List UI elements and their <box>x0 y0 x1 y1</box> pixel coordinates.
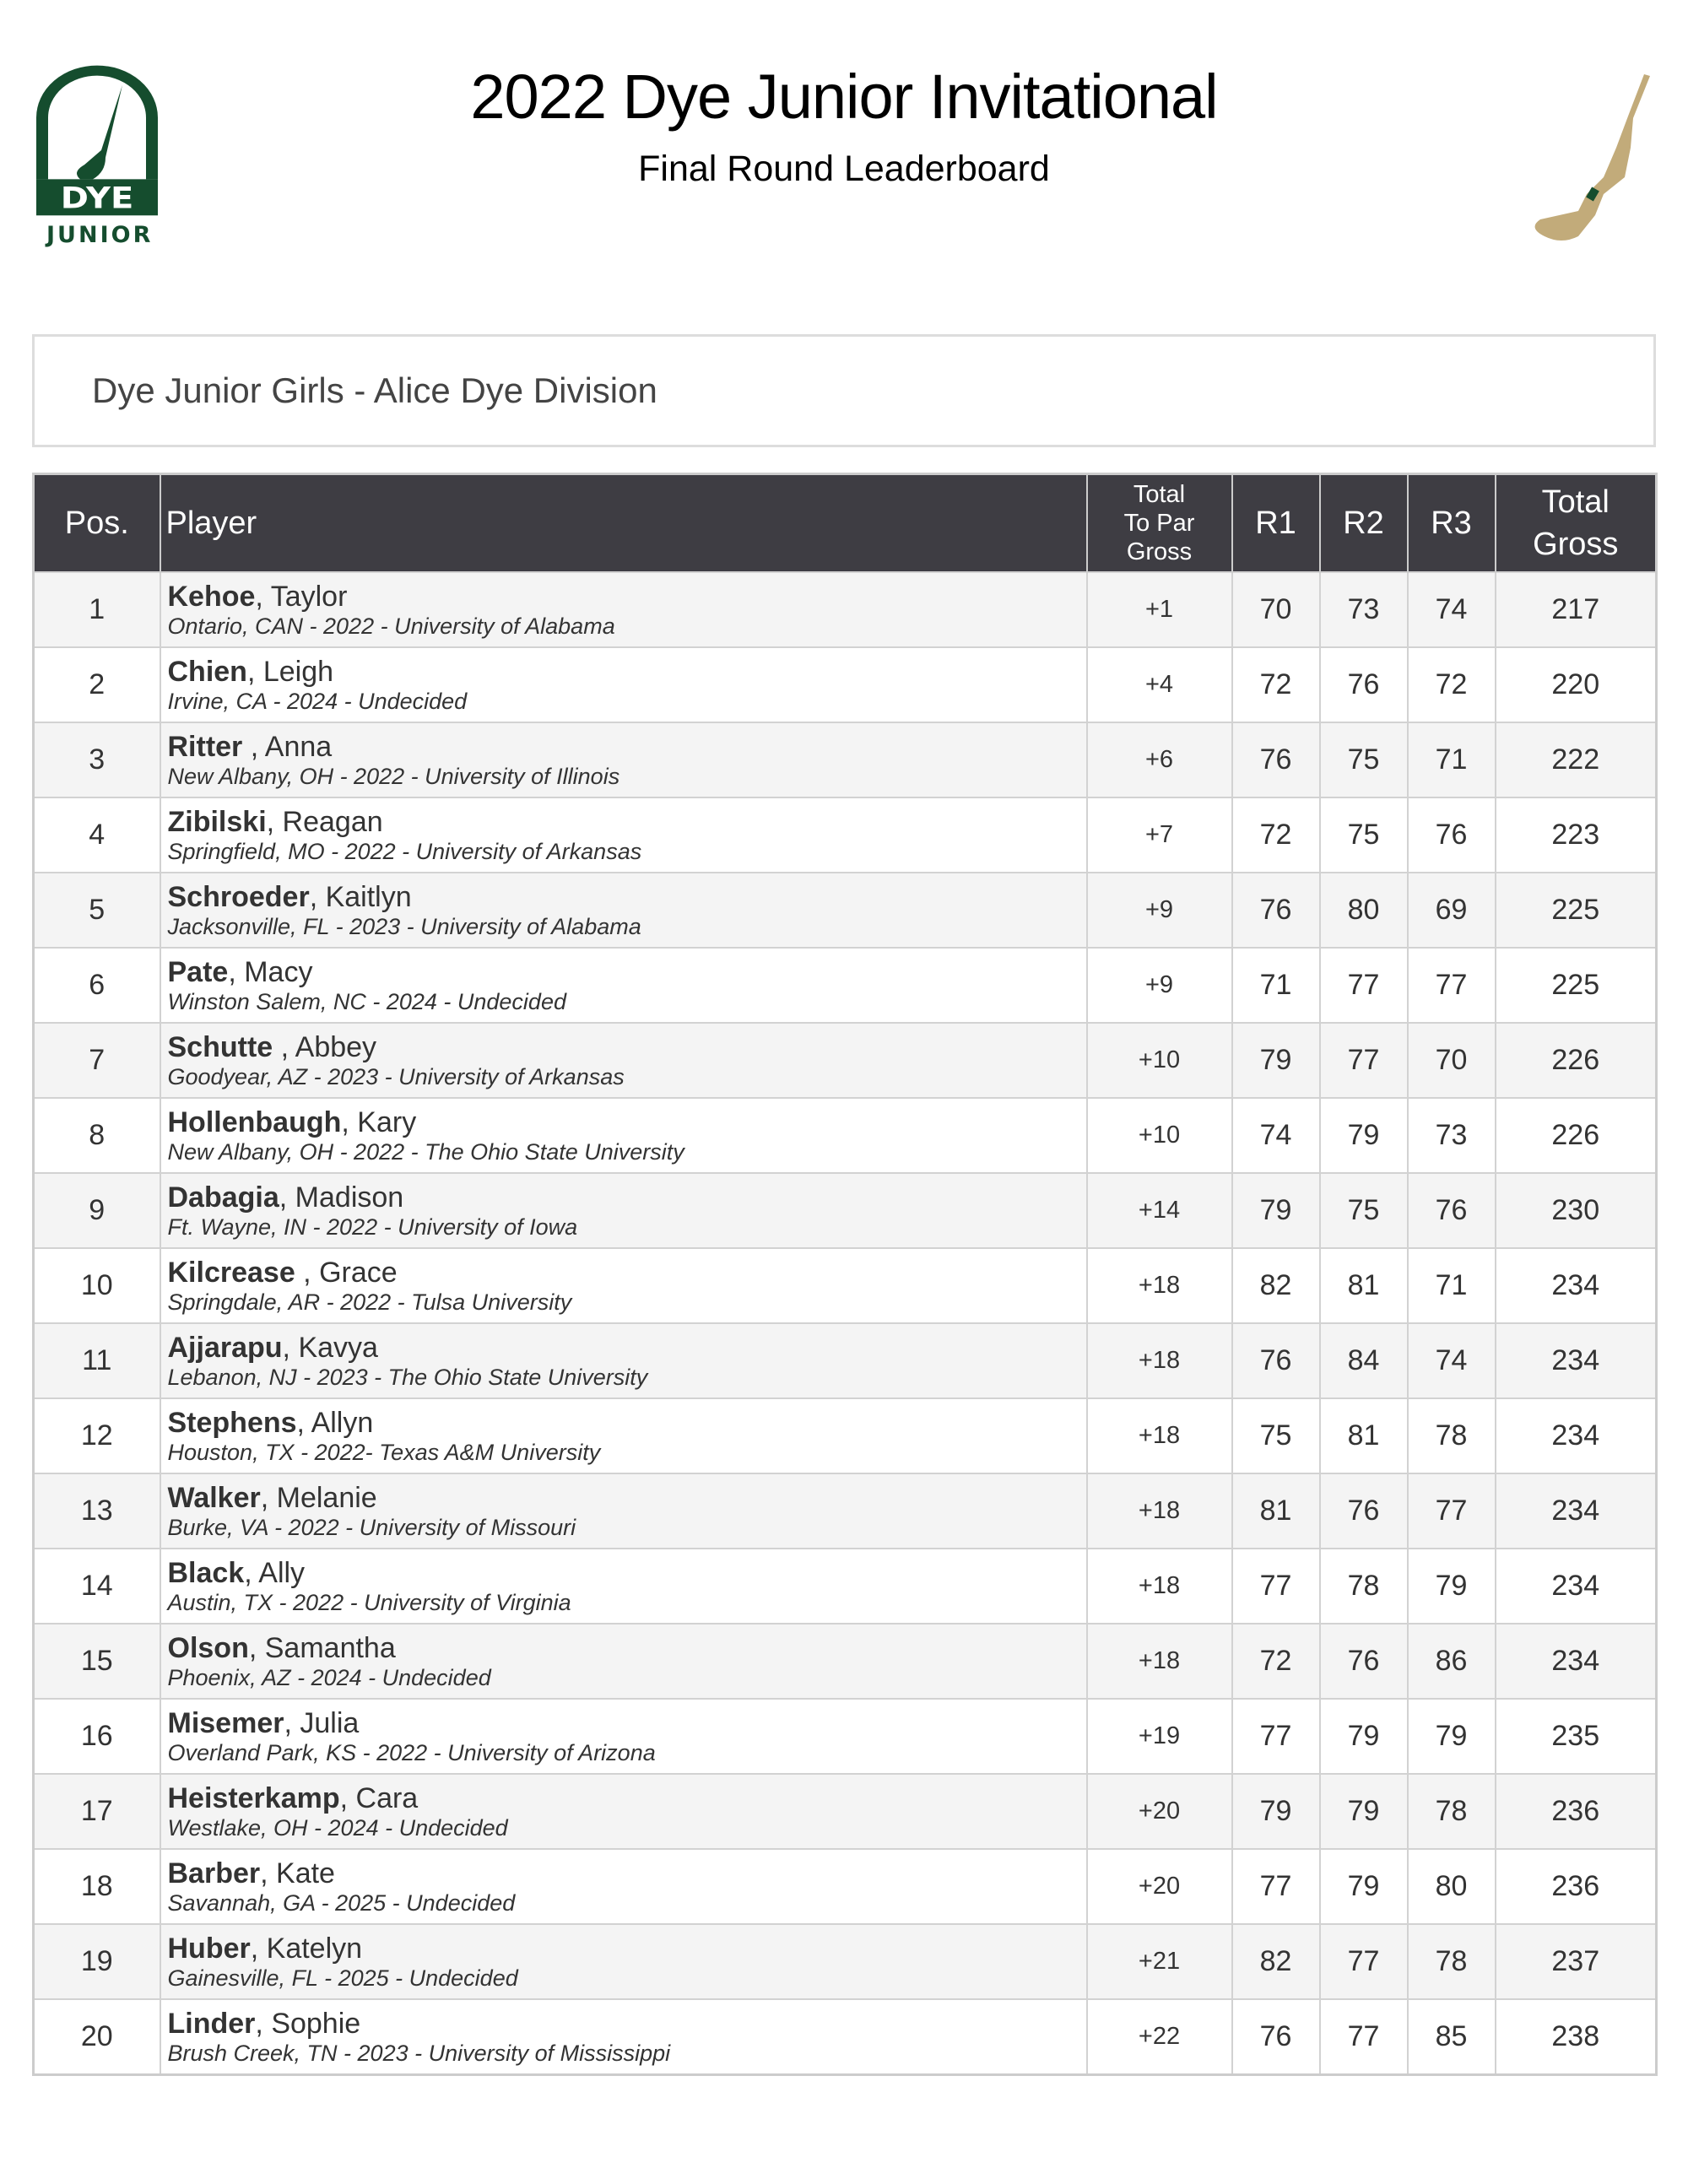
player-name: Zibilski, Reagan <box>167 805 383 838</box>
round-1-score: 77 <box>1232 1699 1320 1774</box>
player-cell <box>160 722 1087 797</box>
round-1-score: 72 <box>1232 797 1320 873</box>
total-gross: 230 <box>1496 1173 1657 1248</box>
player-info: Ft. Wayne, IN - 2022 - University of Iowa <box>167 1214 578 1240</box>
player-name: Walker, Melanie <box>167 1481 377 1514</box>
player-cell <box>160 1473 1087 1549</box>
table-row <box>34 647 1657 722</box>
round-2-score: 79 <box>1320 1699 1408 1774</box>
table-row <box>34 1173 1657 1248</box>
player-cell <box>160 1398 1087 1473</box>
total-gross: 237 <box>1496 1924 1657 1999</box>
round-3-score: 74 <box>1408 572 1496 647</box>
table-row <box>34 722 1657 797</box>
player-name: Black, Ally <box>167 1556 306 1589</box>
player-cell <box>160 1699 1087 1774</box>
round-2-score: 76 <box>1320 1473 1408 1549</box>
total-to-par: +18 <box>1087 1398 1232 1473</box>
round-1-score: 76 <box>1232 1323 1320 1398</box>
total-gross: 234 <box>1496 1549 1657 1624</box>
total-to-par: +19 <box>1087 1699 1232 1774</box>
round-1-score: 79 <box>1232 1774 1320 1849</box>
round-1-score: 72 <box>1232 647 1320 722</box>
total-to-par: +18 <box>1087 1248 1232 1323</box>
position: 11 <box>34 1323 160 1398</box>
round-2-score: 75 <box>1320 1173 1408 1248</box>
total-gross: 225 <box>1496 948 1657 1023</box>
table-row <box>34 1924 1657 1999</box>
table-row <box>34 1248 1657 1323</box>
round-1-score: 76 <box>1232 722 1320 797</box>
table-row <box>34 572 1657 647</box>
player-info: Brush Creek, TN - 2023 - University of Mississippi <box>167 2040 671 2066</box>
player-info: Phoenix, AZ - 2024 - Undecided <box>167 1664 491 1690</box>
round-3-score: 74 <box>1408 1323 1496 1398</box>
position: 1 <box>34 572 160 647</box>
total-gross: 226 <box>1496 1023 1657 1098</box>
round-3-score: 85 <box>1408 1999 1496 2075</box>
round-3-score: 77 <box>1408 1473 1496 1549</box>
player-name: Kilcrease , Grace <box>167 1256 398 1289</box>
round-1-score: 77 <box>1232 1549 1320 1624</box>
player-name: Stephens, Allyn <box>167 1406 374 1439</box>
total-gross: 217 <box>1496 572 1657 647</box>
position: 19 <box>34 1924 160 1999</box>
position: 14 <box>34 1549 160 1624</box>
table-row <box>34 873 1657 948</box>
round-2-score: 77 <box>1320 1924 1408 1999</box>
round-3-score: 86 <box>1408 1624 1496 1699</box>
position: 3 <box>34 722 160 797</box>
svg-text:DYE: DYE <box>60 181 134 215</box>
round-1-score: 77 <box>1232 1849 1320 1924</box>
col-pos: Pos. <box>34 474 160 573</box>
total-gross: 225 <box>1496 873 1657 948</box>
total-gross: 234 <box>1496 1323 1657 1398</box>
page-title: 2022 Dye Junior Invitational <box>470 62 1218 132</box>
round-2-score: 75 <box>1320 797 1408 873</box>
player-cell <box>160 797 1087 873</box>
round-3-score: 72 <box>1408 647 1496 722</box>
round-2-score: 73 <box>1320 572 1408 647</box>
player-info: Houston, TX - 2022- Texas A&M University <box>167 1439 601 1465</box>
position: 10 <box>34 1248 160 1323</box>
player-cell <box>160 1023 1087 1098</box>
col-total: Total Gross <box>1496 474 1657 573</box>
round-2-score: 77 <box>1320 1023 1408 1098</box>
round-3-score: 76 <box>1408 1173 1496 1248</box>
player-name: Schutte , Abbey <box>167 1030 377 1063</box>
page-subtitle: Final Round Leaderboard <box>638 149 1050 189</box>
round-1-score: 81 <box>1232 1473 1320 1549</box>
player-cell <box>160 647 1087 722</box>
col-r1: R1 <box>1232 474 1320 573</box>
table-row <box>34 1549 1657 1624</box>
player-info: Savannah, GA - 2025 - Undecided <box>167 1889 516 1916</box>
round-3-score: 78 <box>1408 1924 1496 1999</box>
player-cell <box>160 873 1087 948</box>
position: 4 <box>34 797 160 873</box>
total-to-par: +4 <box>1087 647 1232 722</box>
round-3-score: 78 <box>1408 1398 1496 1473</box>
position: 7 <box>34 1023 160 1098</box>
col-r2: R2 <box>1320 474 1408 573</box>
player-cell <box>160 1098 1087 1173</box>
player-info: New Albany, OH - 2022 - The Ohio State University <box>167 1138 684 1165</box>
total-to-par: +22 <box>1087 1999 1232 2075</box>
round-3-score: 77 <box>1408 948 1496 1023</box>
total-gross: 236 <box>1496 1849 1657 1924</box>
total-to-par: +21 <box>1087 1924 1232 1999</box>
player-name: Huber, Katelyn <box>167 1932 363 1965</box>
player-cell <box>160 1924 1087 1999</box>
player-name: Linder, Sophie <box>167 2007 361 2040</box>
total-gross: 223 <box>1496 797 1657 873</box>
player-cell <box>160 948 1087 1023</box>
player-cell <box>160 1849 1087 1924</box>
player-info: Burke, VA - 2022 - University of Missouri <box>167 1514 576 1540</box>
round-3-score: 71 <box>1408 1248 1496 1323</box>
player-info: Westlake, OH - 2024 - Undecided <box>167 1814 508 1841</box>
table-header <box>34 474 1657 573</box>
player-info: New Albany, OH - 2022 - University of Illinois <box>167 763 620 789</box>
round-2-score: 77 <box>1320 948 1408 1023</box>
position: 2 <box>34 647 160 722</box>
table-row <box>34 1774 1657 1849</box>
total-to-par: +10 <box>1087 1098 1232 1173</box>
total-to-par: +20 <box>1087 1849 1232 1924</box>
round-3-score: 71 <box>1408 722 1496 797</box>
round-1-score: 72 <box>1232 1624 1320 1699</box>
table-row <box>34 1023 1657 1098</box>
round-3-score: 79 <box>1408 1699 1496 1774</box>
total-gross: 238 <box>1496 1999 1657 2075</box>
round-1-score: 71 <box>1232 948 1320 1023</box>
total-to-par: +10 <box>1087 1023 1232 1098</box>
table-row <box>34 1323 1657 1398</box>
round-3-score: 70 <box>1408 1023 1496 1098</box>
round-2-score: 76 <box>1320 647 1408 722</box>
total-gross: 234 <box>1496 1473 1657 1549</box>
table-row <box>34 1473 1657 1549</box>
total-gross: 235 <box>1496 1699 1657 1774</box>
round-1-score: 76 <box>1232 873 1320 948</box>
player-info: Springdale, AR - 2022 - Tulsa University <box>167 1289 572 1315</box>
player-name: Misemer, Julia <box>167 1706 360 1739</box>
round-2-score: 80 <box>1320 873 1408 948</box>
total-to-par: +6 <box>1087 722 1232 797</box>
total-to-par: +18 <box>1087 1549 1232 1624</box>
player-name: Chien, Leigh <box>167 655 334 688</box>
round-2-score: 79 <box>1320 1098 1408 1173</box>
player-name: Hollenbaugh, Kary <box>167 1106 417 1138</box>
leaderboard-table <box>32 473 1658 2076</box>
logo-junior-text: JUNIOR <box>46 222 154 248</box>
total-to-par: +1 <box>1087 572 1232 647</box>
player-info: Gainesville, FL - 2025 - Undecided <box>167 1965 518 1991</box>
round-3-score: 78 <box>1408 1774 1496 1849</box>
round-2-score: 79 <box>1320 1849 1408 1924</box>
col-player: Player <box>160 474 1087 573</box>
position: 13 <box>34 1473 160 1549</box>
table-row <box>34 1398 1657 1473</box>
player-cell <box>160 1248 1087 1323</box>
total-gross: 220 <box>1496 647 1657 722</box>
position: 9 <box>34 1173 160 1248</box>
player-cell <box>160 1624 1087 1699</box>
round-1-score: 70 <box>1232 572 1320 647</box>
player-name: Ritter , Anna <box>167 730 333 763</box>
round-1-score: 74 <box>1232 1098 1320 1173</box>
round-1-score: 82 <box>1232 1924 1320 1999</box>
table-row <box>34 797 1657 873</box>
player-cell <box>160 572 1087 647</box>
position: 12 <box>34 1398 160 1473</box>
player-info: Jacksonville, FL - 2023 - University of Alabama <box>167 913 641 939</box>
total-to-par: +14 <box>1087 1173 1232 1248</box>
round-3-score: 80 <box>1408 1849 1496 1924</box>
player-name: Barber, Kate <box>167 1857 335 1889</box>
player-name: Dabagia, Madison <box>167 1181 404 1214</box>
total-to-par: +7 <box>1087 797 1232 873</box>
total-to-par: +9 <box>1087 948 1232 1023</box>
player-name: Ajjarapu, Kavya <box>167 1331 378 1364</box>
round-2-score: 75 <box>1320 722 1408 797</box>
round-2-score: 81 <box>1320 1248 1408 1323</box>
position: 17 <box>34 1774 160 1849</box>
total-to-par: +18 <box>1087 1473 1232 1549</box>
round-2-score: 84 <box>1320 1323 1408 1398</box>
total-to-par: +18 <box>1087 1624 1232 1699</box>
player-info: Ontario, CAN - 2022 - University of Alabama <box>167 613 615 639</box>
table-row <box>34 1999 1657 2075</box>
round-3-score: 76 <box>1408 797 1496 873</box>
round-2-score: 76 <box>1320 1624 1408 1699</box>
position: 16 <box>34 1699 160 1774</box>
player-name: Olson, Samantha <box>167 1631 396 1664</box>
table-row <box>34 1098 1657 1173</box>
total-gross: 234 <box>1496 1624 1657 1699</box>
position: 5 <box>34 873 160 948</box>
player-name: Pate, Macy <box>167 955 313 988</box>
round-2-score: 81 <box>1320 1398 1408 1473</box>
table-row <box>34 948 1657 1023</box>
player-info: Winston Salem, NC - 2024 - Undecided <box>167 988 566 1014</box>
round-1-score: 75 <box>1232 1398 1320 1473</box>
player-info: Overland Park, KS - 2022 - University of Arizona <box>167 1739 656 1765</box>
round-3-score: 69 <box>1408 873 1496 948</box>
round-3-score: 79 <box>1408 1549 1496 1624</box>
player-info: Springfield, MO - 2022 - University of Arkansas <box>167 838 642 864</box>
player-name: Kehoe, Taylor <box>167 580 348 613</box>
division-title: Dye Junior Girls - Alice Dye Division <box>92 370 657 410</box>
player-name: Schroeder, Kaitlyn <box>167 880 412 913</box>
position: 15 <box>34 1624 160 1699</box>
total-gross: 222 <box>1496 722 1657 797</box>
player-info: Goodyear, AZ - 2023 - University of Arkansas <box>167 1063 625 1089</box>
player-cell <box>160 1999 1087 2075</box>
round-2-score: 79 <box>1320 1774 1408 1849</box>
player-cell <box>160 1173 1087 1248</box>
total-to-par: +18 <box>1087 1323 1232 1398</box>
player-cell <box>160 1323 1087 1398</box>
total-gross: 234 <box>1496 1248 1657 1323</box>
player-cell <box>160 1549 1087 1624</box>
round-1-score: 79 <box>1232 1173 1320 1248</box>
player-cell <box>160 1774 1087 1849</box>
table-row <box>34 1699 1657 1774</box>
division-box <box>32 334 1656 447</box>
round-3-score: 73 <box>1408 1098 1496 1173</box>
position: 20 <box>34 1999 160 2075</box>
player-info: Lebanon, NJ - 2023 - The Ohio State University <box>167 1364 648 1390</box>
col-r3: R3 <box>1408 474 1496 573</box>
round-1-score: 76 <box>1232 1999 1320 2075</box>
round-1-score: 79 <box>1232 1023 1320 1098</box>
position: 18 <box>34 1849 160 1924</box>
player-name: Heisterkamp, Cara <box>167 1781 419 1814</box>
total-gross: 226 <box>1496 1098 1657 1173</box>
table-row <box>34 1624 1657 1699</box>
total-to-par: +9 <box>1087 873 1232 948</box>
round-2-score: 77 <box>1320 1999 1408 2075</box>
total-gross: 236 <box>1496 1774 1657 1849</box>
total-gross: 234 <box>1496 1398 1657 1473</box>
player-info: Austin, TX - 2022 - University of Virginia <box>167 1589 571 1615</box>
position: 8 <box>34 1098 160 1173</box>
round-1-score: 82 <box>1232 1248 1320 1323</box>
player-info: Irvine, CA - 2024 - Undecided <box>167 688 468 714</box>
position: 6 <box>34 948 160 1023</box>
col-topar: Total To Par Gross <box>1087 474 1232 573</box>
round-2-score: 78 <box>1320 1549 1408 1624</box>
total-to-par: +20 <box>1087 1774 1232 1849</box>
table-row <box>34 1849 1657 1924</box>
